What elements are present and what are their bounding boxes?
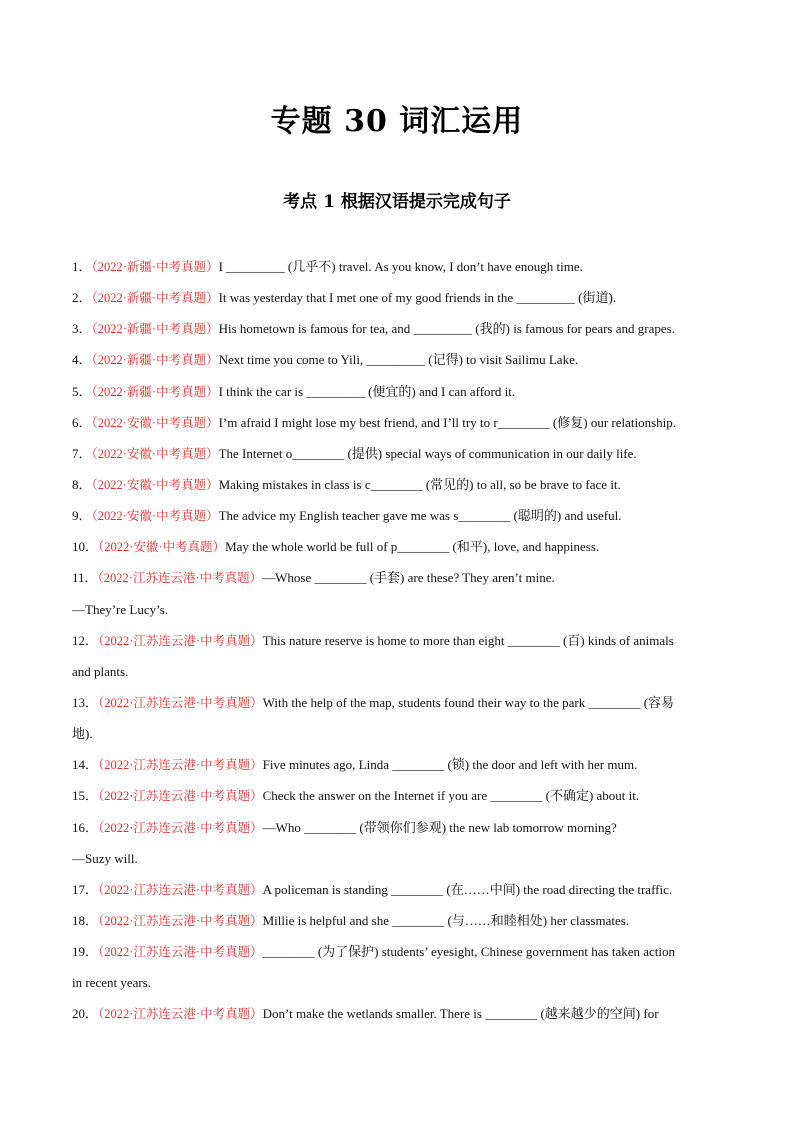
question-source: （2022·江苏连云港·中考真题） xyxy=(98,945,263,960)
question-source: （2022·江苏连云港·中考真题） xyxy=(98,789,263,804)
question-line xyxy=(72,754,724,785)
question-text: and plants. xyxy=(72,663,129,679)
question-text: —Whose ________ (手套) are these? They aren’t mine. xyxy=(262,570,555,586)
question-line xyxy=(72,536,724,567)
question-text: —Suzy will. xyxy=(72,850,138,866)
question-number: 11． xyxy=(72,570,98,586)
question-line xyxy=(72,630,724,661)
question-text: The Internet o________ (提供) special ways of communication in our daily life. xyxy=(218,445,637,461)
question-number: 10． xyxy=(72,539,99,555)
question-text: Next time you come to Yili, _________ (记得) to visit Sailimu Lake. xyxy=(218,352,579,368)
question-number: 13． xyxy=(72,694,99,710)
question-text: —Who ________ (带领你们参观) the new lab tomorrow morning? xyxy=(262,819,617,835)
question-number: 8． xyxy=(72,476,92,492)
question-text: This nature reserve is home to more than eight ________ (百) kinds of animals xyxy=(262,632,674,648)
question-source: （2022·江苏连云港·中考真题） xyxy=(97,571,263,586)
question-line xyxy=(72,567,724,598)
question-continuation-line xyxy=(72,848,724,879)
question-text: ________ (为了保护) students’ eyesight, Chinese government has taken action xyxy=(262,944,676,960)
question-number: 2． xyxy=(72,290,92,306)
question-text: A policeman is standing ________ (在……中间) the road directing the traffic. xyxy=(262,881,673,897)
question-source: （2022·江苏连云港·中考真题） xyxy=(98,695,263,710)
question-line xyxy=(72,412,724,443)
question-text: Making mistakes in class is c________ (常见的) to all, so be brave to face it. xyxy=(218,476,621,492)
question-line xyxy=(72,256,724,287)
question-text: in recent years. xyxy=(72,975,152,991)
question-continuation-line xyxy=(72,661,724,692)
question-source: （2022·安徽·中考真题） xyxy=(91,446,219,461)
question-number: 16． xyxy=(72,819,99,835)
question-line xyxy=(72,692,724,723)
question-source: （2022·江苏连云港·中考真题） xyxy=(98,1007,263,1022)
question-text: Five minutes ago, Linda ________ (锁) the door and left with her mum. xyxy=(262,757,638,773)
question-source: （2022·新疆·中考真题） xyxy=(91,260,219,274)
question-number: 14． xyxy=(72,757,99,773)
question-line xyxy=(72,817,724,848)
question-line xyxy=(72,318,724,349)
question-text: 地). xyxy=(72,726,93,742)
question-text: Check the answer on the Internet if you are ________ (不确定) about it. xyxy=(262,788,640,804)
question-number: 17． xyxy=(72,881,99,897)
question-number: 18． xyxy=(72,912,99,928)
page-title: 专题 30 词汇运用 xyxy=(270,104,524,139)
question-source: （2022·新疆·中考真题） xyxy=(91,384,219,399)
question-line xyxy=(72,785,724,816)
question-text: May the whole world be full of p________ (和平), love, and happiness. xyxy=(225,539,600,555)
question-line xyxy=(72,879,724,910)
question-text: I _________ (几乎不) travel. As you know, I don’t have enough time. xyxy=(218,259,583,274)
question-number: 15． xyxy=(72,788,99,804)
question-continuation-line xyxy=(72,723,724,754)
question-source: （2022·安徽·中考真题） xyxy=(91,477,219,492)
question-text: With the help of the map, students found their way to the park ________ (容易 xyxy=(262,694,675,710)
question-text: Don’t make the wetlands smaller. There is ________ (越来越少的空间) for xyxy=(262,1006,659,1022)
question-number: 20． xyxy=(72,1006,99,1022)
question-text: It was yesterday that I met one of my good friends in the _________ (街道). xyxy=(218,290,617,306)
question-source: （2022·安徽·中考真题） xyxy=(91,509,219,524)
question-source: （2022·江苏连云港·中考真题） xyxy=(98,758,263,773)
question-source: （2022·江苏连云港·中考真题） xyxy=(98,882,263,897)
question-source: （2022·安徽·中考真题） xyxy=(91,415,219,430)
question-line xyxy=(72,381,724,412)
question-source: （2022·新疆·中考真题） xyxy=(91,291,219,306)
section-subtitle: 考点 1 根据汉语提示完成句子 xyxy=(283,192,511,212)
question-number: 1． xyxy=(72,259,92,274)
question-list xyxy=(72,256,724,1035)
question-source: （2022·江苏连云港·中考真题） xyxy=(98,820,263,835)
question-number: 9． xyxy=(72,508,92,524)
question-text: Millie is helpful and she ________ (与……和睦相处) her classmates. xyxy=(262,912,630,928)
question-number: 5． xyxy=(72,383,92,399)
question-line xyxy=(72,287,724,318)
question-line xyxy=(72,1003,724,1034)
question-number: 12． xyxy=(72,632,99,648)
question-number: 6． xyxy=(72,414,92,430)
question-number: 4． xyxy=(72,352,92,368)
question-text: I’m afraid I might lose my best friend, and I’ll try to r________ (修复) our relationship. xyxy=(218,414,677,430)
question-line xyxy=(72,349,724,380)
question-text: His hometown is famous for tea, and _________ (我的) is famous for pears and grapes. xyxy=(218,321,675,337)
question-text: The advice my English teacher gave me was s________ (聪明的) and useful. xyxy=(218,508,622,524)
question-line xyxy=(72,505,724,536)
question-source: （2022·新疆·中考真题） xyxy=(91,353,219,368)
question-number: 3． xyxy=(72,321,92,337)
question-source: （2022·江苏连云港·中考真题） xyxy=(98,633,263,648)
question-continuation-line xyxy=(72,972,724,1003)
question-text: I think the car is _________ (便宜的) and I can afford it. xyxy=(218,383,516,399)
question-source: （2022·安徽·中考真题） xyxy=(98,540,226,555)
question-number: 19． xyxy=(72,944,99,960)
question-line xyxy=(72,941,724,972)
question-source: （2022·江苏连云港·中考真题） xyxy=(98,913,263,928)
question-line xyxy=(72,443,724,474)
question-line xyxy=(72,910,724,941)
question-line xyxy=(72,474,724,505)
question-number: 7． xyxy=(72,445,92,461)
question-continuation-line xyxy=(72,599,724,630)
question-source: （2022·新疆·中考真题） xyxy=(91,322,219,337)
question-text: —They’re Lucy’s. xyxy=(72,601,169,617)
